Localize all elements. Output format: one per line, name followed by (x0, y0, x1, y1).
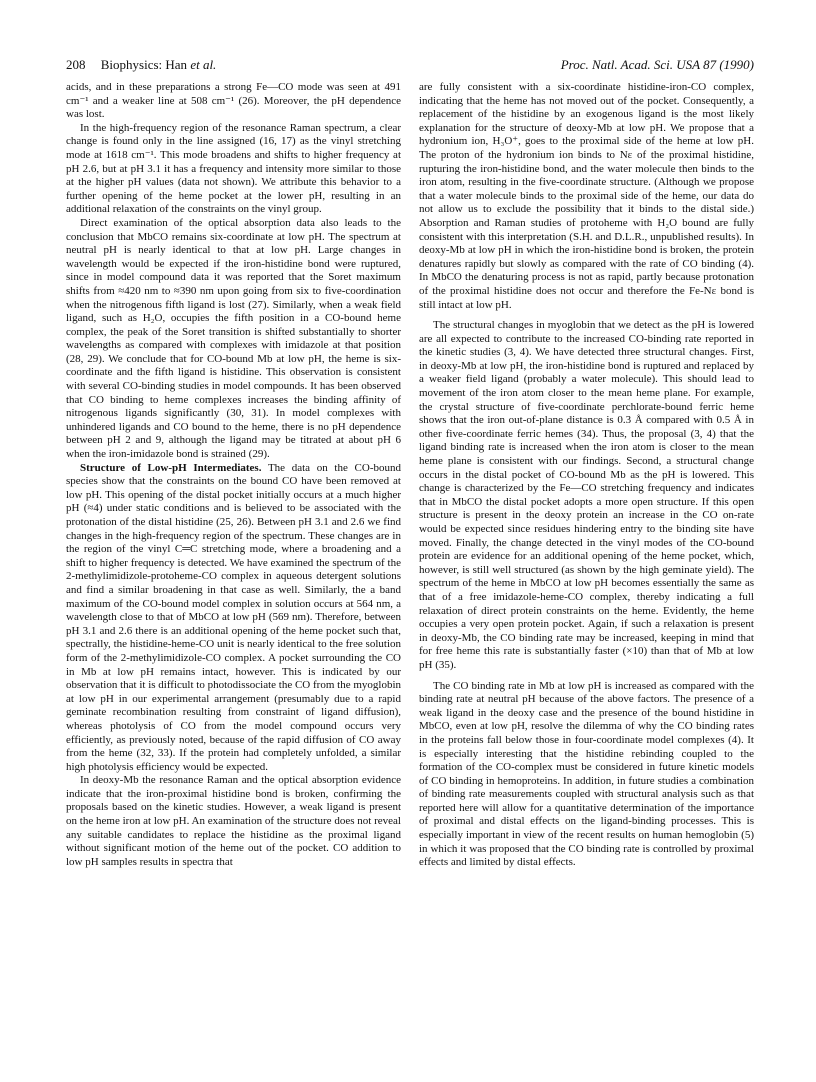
paragraph-text: The data on the CO-bound species show that the constraints on the bound CO have been removed at low pH. This opening of the distal pocket initially occurs at a much higher pH (≈4) under static conditions and is believed to be associated with the protonation of the distal histidine (25, 26). Between pH 3.1 and 2.6 we find changes in the high-frequency region of the spectrum. These changes are in the region of the vinyl C═C stretching mode, where a broadening and a shift to higher frequency is detected. We have examined the spectrum of the 2-methylimidizole-protoheme-CO complex in aqueous detergent solutions and find a similar broadening in that case as well. Similarly, the a band maximum of the CO-bound model complex in solution occurs at 564 nm, a wavelength close to that of MbCO at low pH (569 nm). Therefore, between pH 3.1 and 2.6 there is an additional opening of the heme pocket such that, spectrally, the histidine-heme-CO unit is nearly identical to the free solution form of the 2-methylimidizole-CO complex. A pocket surrounding the CO in Mb at low pH remains intact, however. This is indicated by our observation that it is difficult to photodissociate the CO from the myoglobin at low pH in our experimental arrangement (presumably due to a rapid geminate recombination resulting from constraint of ligand diffusion), whereas photolysis of CO from the model compound occurs very efficiently, as previously noted, because of the rapid diffusion of CO away from the heme (32, 33). If the protein had completely unfolded, a similar high photolysis efficiency would be expected. (66, 461, 401, 773)
running-header-left (66, 58, 216, 72)
paragraph: Direct examination of the optical absorption data also leads to the conclusion that MbCO remains six-coordinate at low pH. The spectrum at neutral pH is nearly identical to that at low pH. Large changes in wavelength would be expected if the iron-histidine bond were ruptured, since in model compound data it was reported that the Soret maximum shifts from ≈420 nm to ≈390 nm upon going from six to five-coordination when the nitrogenous fifth ligand is lost (27). Similarly, when a weak field ligand, such as H₂O, occupies the fifth position in a CO-bound heme complex, the peak of the Soret transition is shifted substantially to shorter wavelengths as compared with complexes with imidazole at that position (28, 29). We conclude that for CO-bound Mb at low pH, the heme is six-coordinate and the fifth ligand is histidine. This observation is consistent with several CO-binding studies in model compounds. It has been observed that CO binding to heme complexes increases the binding affinity of nitrogenous ligands significantly (30, 31). In model complexes with unhindered ligands and CO bound to the heme, there is no pH dependence between pH 2 and 9, although the ligand may be titrated at about pH 6 when the iron-imidazole bond is strained (29). (66, 216, 401, 461)
author-etal: et al. (190, 57, 217, 72)
page-number: 208 (66, 57, 86, 72)
paragraph: In deoxy-Mb the resonance Raman and the optical absorption evidence indicate that the iron-proximal histidine bond is broken, confirming the proposals based on the kinetic studies. However, a weak ligand is present on the heme iron at low pH. An examination of the structure does not reveal any suitable candidates to replace the histidine as the proximal ligand without significant motion of the heme out of the pocket. CO addition to low pH samples results in spectra that (66, 774, 401, 868)
paragraph: acids, and in these preparations a strong Fe—CO mode was seen at 491 cm⁻¹ and a weaker line at 508 cm⁻¹ (26). Moreover, the pH dependence was lost. (66, 81, 401, 121)
paragraph: The structural changes in myoglobin that we detect as the pH is lowered are all expected to contribute to the increased CO-binding rate reported in the kinetic studies (3, 4). We have detected three structural changes. First, in deoxy-Mb at low pH, the iron-histidine bond is ruptured and replaced by a weaker field ligand (probably a water molecule). This should lead to movement of the iron atom closer to the mean heme plane. For example, the crystal structure of five-coordinate perchlorate-bound ferric heme shows that the iron out-of-plane distance is 0.3 Å compared with 0.5 Å in other five-coordinate ferric hemes (34). Thus, the proposal (3, 4) that the ligand binding rate is increased when the iron atom is closer to the mean heme plane is consistent with our findings. Second, a structural change occurs in the distal pocket of CO-bound Mb as the pH is lowered. This change is characterized by the Fe—CO stretching frequency and indicates that in MbCO the distal pocket adopts a more open structure. If this open structure is present in the deoxy protein an increase in the CO on-rate would be expected since residues hindering entry to the binding site have moved. Finally, the change detected in the vinyl modes of the CO-bound protein are evidence for an additional opening of the heme pocket, which, however, is still well structured (as shown by the high geminate yield). The spectrum of the heme in MbCO at low pH becomes essentially the same as that of a free imidazole-heme-CO complex, thereby indicating a full relaxation of direct protein constraints on the heme. Evidently, the heme occupies a very open protein pocket. Again, if such a relaxation is present in deoxy-Mb, the CO binding rate may be increased, keeping in mind that for free heme this rate is substantially faster (×10) than that of Mb at low pH (35). (419, 319, 754, 671)
paragraph (66, 462, 401, 775)
right-column (419, 81, 754, 870)
section-title: Biophysics: Han (100, 57, 188, 72)
paragraph: In the high-frequency region of the resonance Raman spectrum, a clear change is found only in the line assigned (16, 17) as the vinyl stretching mode at 1618 cm⁻¹. This mode broadens and shifts to higher frequency at pH 2.6, but at pH 3.1 it has a frequency and intensity more similar to those at the higher pH values (data not shown). We attribute this behavior to a further opening of the heme pocket at the lower pH, resulting in an additional relaxation of the constraints on the vinyl group. (66, 121, 401, 216)
left-column (66, 81, 401, 869)
journal-citation: Proc. Natl. Acad. Sci. USA 87 (1990) (560, 57, 754, 72)
section-heading: Structure of Low-pH Intermediates. (80, 461, 262, 474)
paragraph: The CO binding rate in Mb at low pH is increased as compared with the binding rate at neutral pH because of the above factors. The presence of a weak ligand in the deoxy case and the presence of the bound histidine in MbCO, even at low pH, resolve the dilemma of why the CO binding rates in the proteins fall below those in four-coordinate model complexes (4). It is especially interesting that the histidine rebinding coupled to the formation of the CO-complex must be considered in future kinetic models of CO binding in hemoproteins. In addition, in future studies a combination of binding rate measurements coupled with structural analysis such as that reported here will allow for a quantitative determination of the importance of proximal and distal effects on the ligand-binding processes. This is especially important in view of the recent results on human hemoglobin (5) in which it was proposed that the CO binding rate is controlled by proximal effects and limited by distal effects. (419, 679, 754, 869)
paragraph: are fully consistent with a six-coordinate histidine-iron-CO complex, indicating that the heme has not moved out of the pocket. Consequently, a replacement of the histidine by an exogenous ligand is the most likely explanation for the structure of deoxy-Mb at low pH. We propose that a hydronium ion, H₃O⁺, goes to the proximal side of the heme at low pH. The proton of the hydronium ion binds to Nε of the proximal histidine, rupturing the iron-histidine bond, and the water molecule then binds to the iron atom, resulting in the five-coordinate structure. (Although we propose that a water molecule binds to the proximal side of the heme, our data do not allow us to exclude the possibility that it binds to the distal side.) Absorption and Raman studies of protoheme with H₂O bound are fully consistent with this interpretation (S.H. and D.L.R., unpublished results). In deoxy-Mb at low pH in which the iron-histidine bond is broken, the protein denatures rapidly but slowly as compared with the rate of CO binding (4). In MbCO the denaturing process is not as rapid, partly because protonation of the proximal histidine does not occur and therefore the Fe-Nε bond is still intact at low pH. (419, 81, 754, 311)
